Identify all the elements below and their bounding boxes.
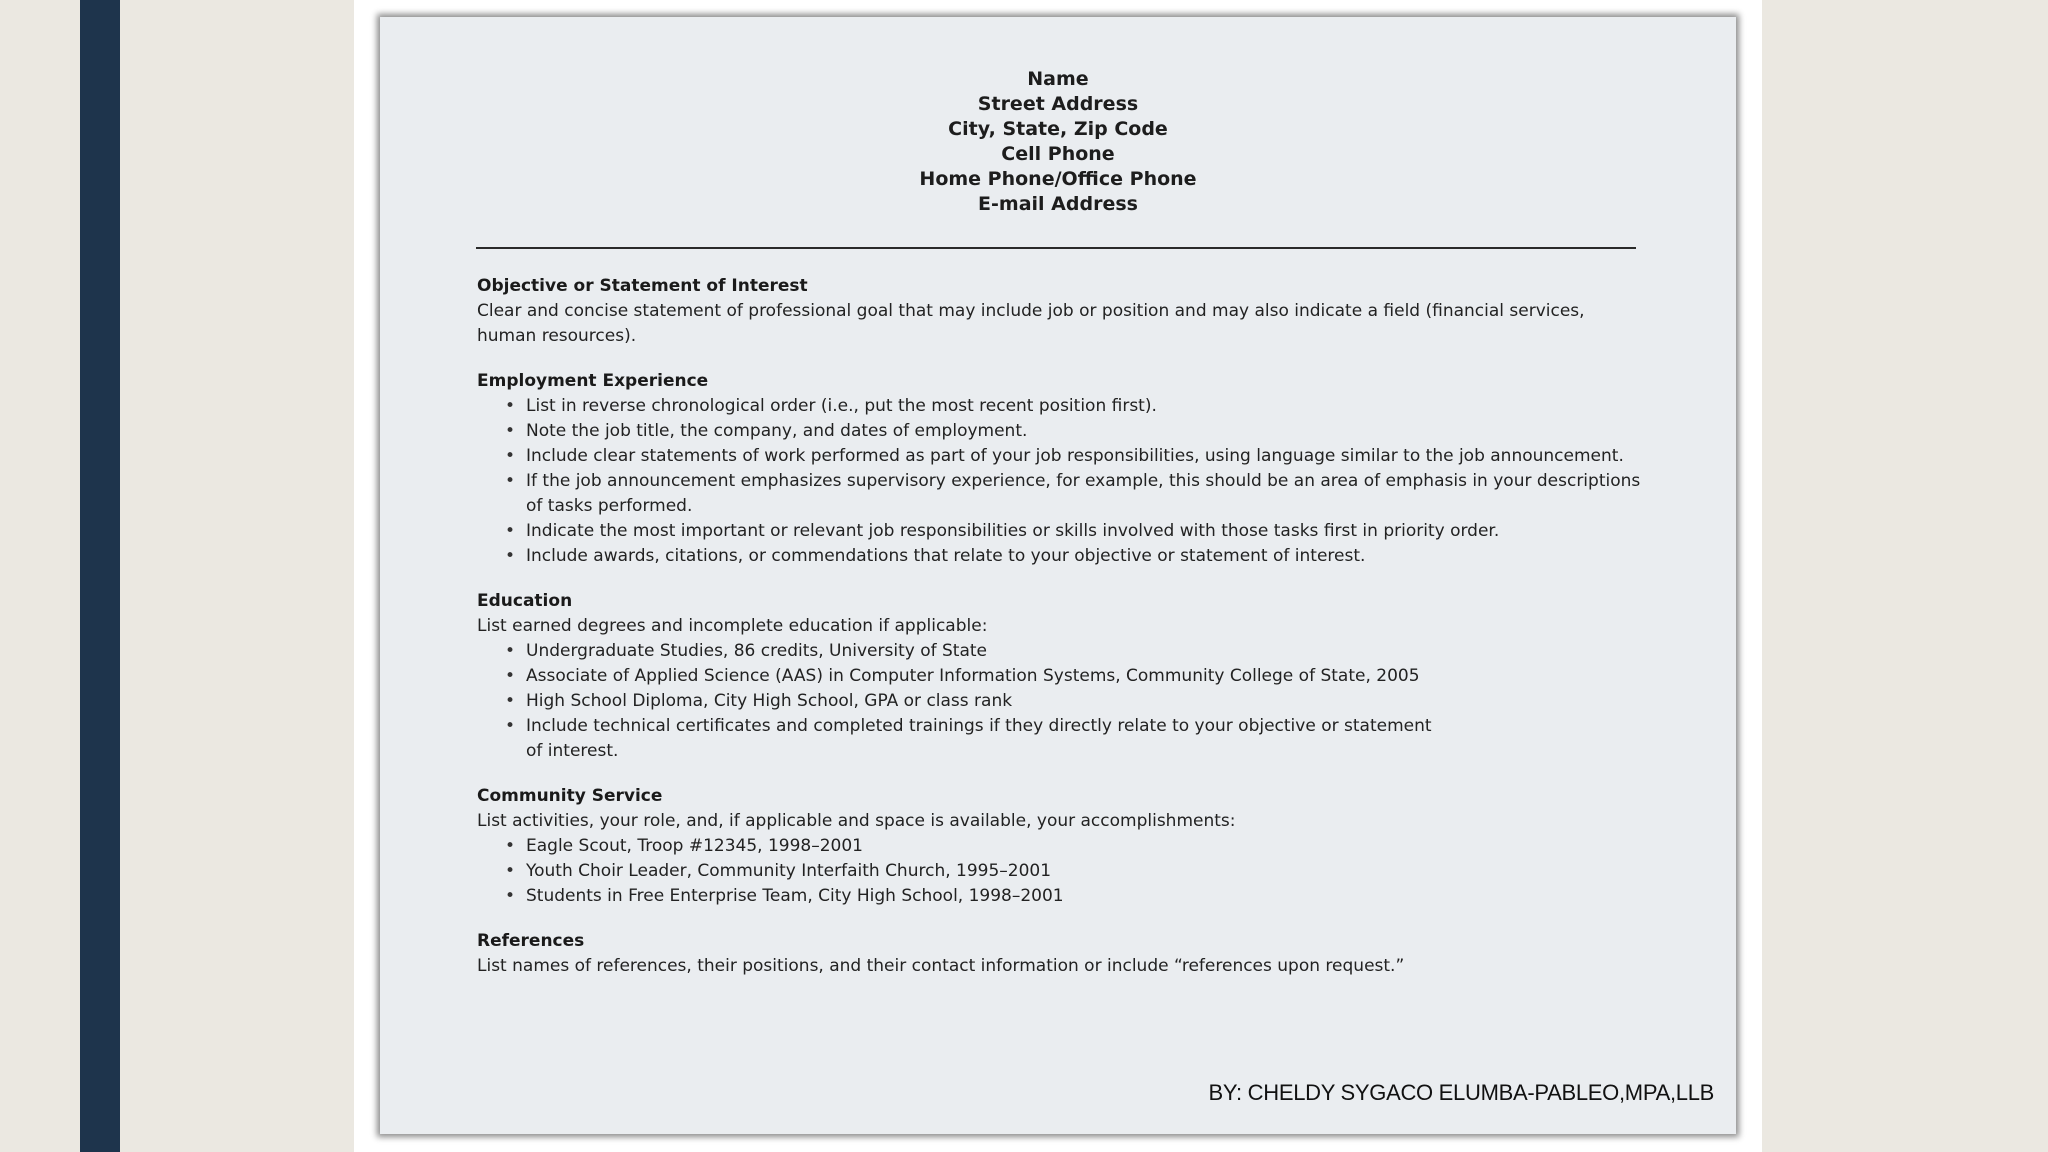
section-objective: [477, 274, 1647, 349]
list-item: • Note the job title, the company, and dates of employment.: [477, 419, 1647, 444]
section-title: Education: [477, 591, 573, 611]
header-email-address: E-mail Address: [978, 193, 1138, 215]
header-street-address: Street Address: [977, 93, 1139, 115]
resume-body: [477, 274, 1647, 999]
bullet-list: [477, 834, 1647, 909]
contact-header: [380, 67, 1736, 217]
section-title: References: [477, 931, 585, 951]
section-intro: Clear and concise statement of professional goal that may include job or position and may also indicate a field (financial services, human resources).: [477, 301, 1585, 346]
list-item: • If the job announcement emphasizes supervisory experience, for example, this should be an area of emphasis in your descriptions of tasks performed.: [477, 469, 1647, 519]
list-item: • Include awards, citations, or commendations that relate to your objective or statement of interest.: [477, 544, 1647, 569]
bullet-list: [477, 639, 1437, 764]
list-item: • Eagle Scout, Troop #12345, 1998–2001: [477, 834, 1647, 859]
section-title: Employment Experience: [477, 371, 709, 391]
header-cell-phone: Cell Phone: [1001, 143, 1115, 165]
list-item: • Indicate the most important or relevant job responsibilities or skills involved with those tasks first in priority order.: [477, 519, 1647, 544]
section-employment: [477, 369, 1647, 569]
header-divider: [476, 247, 1636, 249]
list-item: • Youth Choir Leader, Community Interfaith Church, 1995–2001: [477, 859, 1647, 884]
list-item: • Associate of Applied Science (AAS) in Computer Information Systems, Community College of State, 2005: [477, 664, 1437, 689]
header-home-office-phone: Home Phone/Office Phone: [919, 168, 1197, 190]
slide-accent-bar: [80, 0, 120, 1152]
section-intro: List activities, your role, and, if applicable and space is available, your accomplishments:: [477, 811, 1236, 831]
list-item: • High School Diploma, City High School, GPA or class rank: [477, 689, 1437, 714]
bullet-list: [477, 394, 1647, 569]
section-intro: List earned degrees and incomplete education if applicable:: [477, 616, 988, 636]
section-title: Community Service: [477, 786, 663, 806]
list-item: • Students in Free Enterprise Team, City High School, 1998–2001: [477, 884, 1647, 909]
list-item: • Undergraduate Studies, 86 credits, University of State: [477, 639, 1437, 664]
section-community-service: [477, 784, 1647, 909]
section-title: Objective or Statement of Interest: [477, 276, 808, 296]
section-education: [477, 589, 1437, 764]
section-intro: List names of references, their positions, and their contact information or include “references upon request.”: [477, 956, 1405, 976]
header-city-state-zip: City, State, Zip Code: [948, 118, 1168, 140]
list-item: • Include clear statements of work performed as part of your job responsibilities, using language similar to the job announcement.: [477, 444, 1647, 469]
author-credit: BY: CHELDY SYGACO ELUMBA-PABLEO,MPA,LLB: [1208, 1080, 1714, 1105]
section-references: [477, 929, 1647, 979]
list-item: • Include technical certificates and completed trainings if they directly relate to your objective or statement of interest.: [477, 714, 1437, 764]
list-item: • List in reverse chronological order (i.e., put the most recent position first).: [477, 394, 1647, 419]
resume-template-image: [380, 17, 1736, 1134]
header-name: Name: [1027, 68, 1089, 90]
